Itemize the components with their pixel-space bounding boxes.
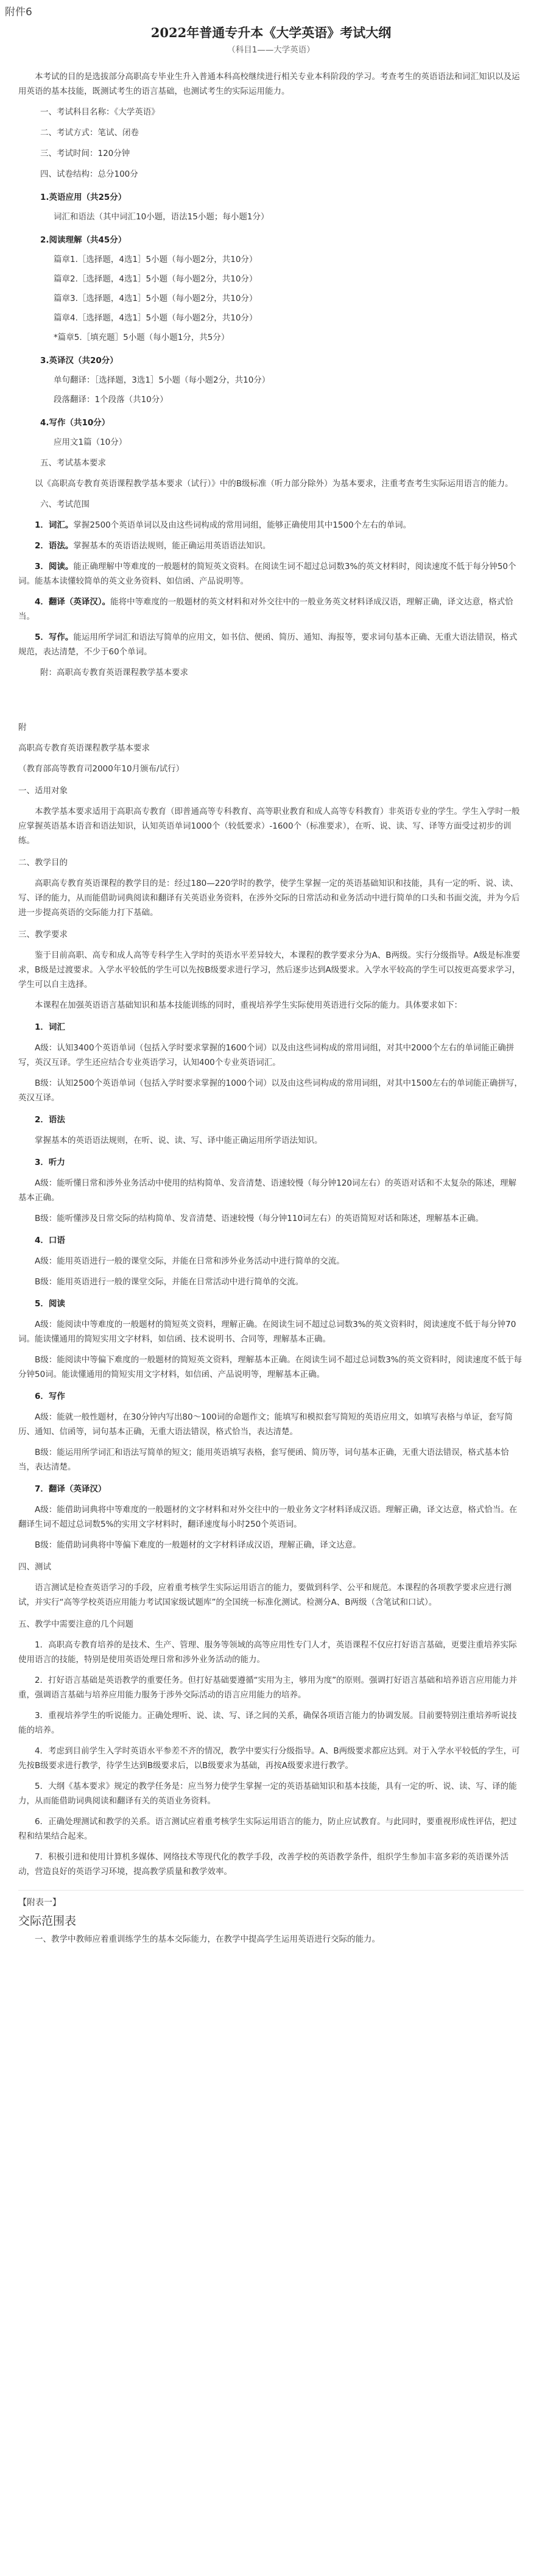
section-head-translation: 3.英译汉（共20分） [40, 356, 118, 366]
req-paragraph: A级：能借助词典将中等难度的一般题材的文字材料和对外交往中的一般业务文字材料译成汉语。理解正确，译文达意，格式恰当。在翻译生词不超过总词数5%的实用文字材料时，翻译速度每小时250个英语词。 [18, 1505, 518, 1529]
req-head-listening: 3．听力 [35, 1158, 65, 1167]
section-line: 应用文1篇（10分） [54, 437, 127, 447]
req-paragraph: B级：认知2500个英语单词（包括入学时要求掌握的1000个词）以及由这些词构成的常用词组，对其中1500左右的单词能正确拼写，英汉互译。 [18, 1078, 523, 1103]
doc2-subtitle: （教育部高等教育司2000年10月颁布/试行） [18, 764, 185, 774]
note-item: 5．大纲《基本要求》规定的教学任务是：应当努力使学生掌握一定的英语基础知识和基本技能，具有一定的听、说、读、写、译的能力，从而能借助词典阅读和翻译有关的英语业务资料。 [18, 1782, 517, 1806]
req-paragraph: A级：能用英语进行一般的课堂交际，并能在日常和涉外业务活动中进行简单的交流。 [35, 1256, 345, 1266]
basic-item-method: 二、考试方式：笔试、闭卷 [40, 128, 139, 138]
note-item: 7．积极引进和使用计算机多媒体、网络技术等现代化的教学手段，改善学校的英语教学条件，组织学生参加丰富多彩的英语课外活动，营造良好的英语学习环境，提高教学质量和教学效率。 [18, 1852, 509, 1877]
scope-item-translation: 4．翻译（英译汉）。能将中等难度的一般题材的英文材料和对外交往中的一般业务英文材料译成汉语，理解正确，译文达意，格式恰当。 [18, 597, 513, 621]
basic-req-text: 以《高职高专教育英语课程教学基本要求（试行）》中的B级标准（听力部分除外）为基本要求，注重考查考生实际运用语言的能力。 [35, 479, 513, 489]
section-line: 篇章3.［选择题，4选1］5小题（每小题2分，共10分） [54, 294, 258, 303]
basic-item-time: 三、考试时间：120分钟 [40, 149, 130, 158]
doc2-heading-requirements: 三、教学要求 [18, 930, 68, 939]
note-item: 1．高职高专教育培养的是技术、生产、管理、服务等领域的高等应用性专门人才，英语课程不仅应打好语言基础，更要注重培养实际使用语言的技能，特别是使用英语处理日常和涉外业务活动的能力。 [18, 1640, 517, 1665]
intro-paragraph: 本考试的目的是选拔部分高职高专毕业生升入普通本科高校继续进行相关专业本科阶段的学习。考查考生的英语语法和词汇知识以及运用英语的基本技能，既测试考生的语言基础，也测试考生的实际运用能力。 [18, 72, 520, 96]
section-line: 篇章4.［选择题，4选1］5小题（每小题2分，共10分） [54, 313, 258, 323]
exam-title: 2022年普通专升本《大学英语》考试大纲 [150, 25, 392, 40]
req-head-reading: 5．阅读 [35, 1299, 65, 1309]
section-line: 段落翻译：1个段落（共10分） [54, 395, 168, 405]
section-head-writing: 4.写作（共10分） [40, 418, 110, 428]
req-paragraph: B级：能用英语进行一般的课堂交际，并能在日常活动中进行简单的交流。 [35, 1277, 304, 1287]
section-line: 篇章2.［选择题，4选1］5小题（每小题2分，共10分） [54, 274, 258, 284]
req-paragraph: A级：能阅读中等难度的一般题材的简短英文资料，理解正确。在阅读生词不超过总词数3%的英文资料时，阅读速度不低于每分钟70词。能读懂通用的简短实用文字材料，如信函、技术说明书、合同等，理解基本正确。 [18, 1320, 516, 1344]
basic-req-head: 五、考试基本要求 [40, 458, 106, 468]
section-head-usage: 1.英语应用（共25分） [40, 193, 127, 202]
scope-head: 六、考试范围 [40, 500, 90, 509]
doc2-heading-purpose: 二、教学目的 [18, 858, 68, 868]
appendix-tag: 【附表一】 [18, 1898, 61, 1908]
annex-label: 附件6 [5, 6, 32, 18]
appendix-text: 一、教学中教师应着重训练学生的基本交际能力，在教学中提高学生运用英语进行交际的能力。 [35, 1934, 380, 1944]
attach-line: 附：高职高专教育英语课程教学基本要求 [40, 668, 188, 678]
section-line: *篇章5.［填充题］5小题（每小题1分，共5分） [54, 333, 230, 342]
req-paragraph: A级：能就一般性题材，在30分钟内写出80～100词的命题作文；能填写和模拟套写简短的英语应用文，如填写表格与单证，套写简历、通知、信函等，词句基本正确，无重大语法错误，格式恰当，表达清楚。 [18, 1412, 513, 1437]
note-item: 4．考虑到目前学生入学时英语水平参差不齐的情况，教学中要实行分级指导。A、B两级要求都应达到。对于入学水平较低的学生，可先按B级要求进行教学，待学生达到B级要求后，以B级要求为基础，再按A级要求进行教学。 [18, 1746, 520, 1771]
req-head-writing: 6．写作 [35, 1392, 65, 1401]
doc2-heading-notes: 五、教学中需要注意的几个问题 [18, 1619, 133, 1629]
note-item: 2．打好语言基础是英语教学的重要任务。但打好基础要遵循“实用为主，够用为度”的原则。强调打好语言基础和培养语言应用能力并重，强调语言基础与培养应用能力服务于涉外交际活动的语言应用能力的培养。 [18, 1675, 518, 1700]
doc2-paragraph: 鉴于目前高职、高专和成人高等专科学生入学时的英语水平差异较大，本课程的教学要求分为A、B两级。实行分级指导。A级是标准要求，B级是过渡要求。入学水平较低的学生可以先按B级要求进行学习，然后逐步达到A级要求。入学水平较高的学生可以按更高要求学习，学生可以自主选择。 [18, 950, 521, 989]
section-head-reading: 2.阅读理解（共45分） [40, 235, 127, 245]
req-paragraph: B级：能运用所学词汇和语法写简单的短文；能用英语填写表格，套写便函、简历等，词句基本正确，无重大语法错误，格式基本恰当，表达清楚。 [18, 1448, 509, 1472]
doc2-paragraph: 高职高专教育英语课程的教学目的是：经过180—220学时的教学，使学生掌握一定的英语基础知识和技能，具有一定的听、说、读、写、译的能力，从而能借助词典阅读和翻译有关英语业务资料，在涉外交际的日常活动和业务活动中进行简单的口头和书面交流，并为今后进一步提高英语的交际能力打下基础。 [18, 879, 520, 918]
section-line: 词汇和语法（其中词汇10小题，语法15小题；每小题1分） [54, 212, 269, 222]
req-paragraph: B级：能阅读中等偏下难度的一般题材的简短英文资料，理解基本正确。在阅读生词不超过总词数3%的英文资料时，阅读速度不低于每分钟50词。能读懂通用的简短实用文字材料，如信函、产品说明等，理解基本正确。 [18, 1355, 523, 1379]
basic-item-subject: 一、考试科目名称：《大学英语》 [40, 107, 160, 117]
doc2-paragraph: 本教学基本要求适用于高职高专教育（即普通高等专科教育、高等职业教育和成人高等专科教育）非英语专业的学生。学生入学时一般应掌握英语基本语音和语法知识，认知英语单词1000个（较低要求）-1600个（标准要求），在听、说、读、写、译等方面受过初步的训练。 [18, 807, 520, 846]
req-head-grammar: 2．语法 [35, 1115, 65, 1125]
scope-item-vocabulary: 1．词汇。掌握2500个英语单词以及由这些词构成的常用词组，能够正确使用其中1500个左右的单词。 [35, 520, 412, 530]
doc2-title: 高职高专教育英语课程教学基本要求 [18, 743, 150, 753]
req-paragraph: A级：能听懂日常和涉外业务活动中使用的结构简单、发音清楚、语速较慢（每分钟120词左右）的英语对话和不太复杂的陈述，理解基本正确。 [18, 1178, 517, 1203]
section-line: 单句翻译：［选择题，3选1］5小题（每小题2分，共10分） [54, 375, 270, 385]
basic-item-structure: 四、试卷结构：总分100分 [40, 169, 138, 179]
section-line: 篇章1.［选择题，4选1］5小题（每小题2分，共10分） [54, 255, 258, 264]
req-head-vocabulary: 1．词汇 [35, 1022, 65, 1032]
req-paragraph: B级：能借助词典将中等偏下难度的一般题材的文字材料译成汉语，理解正确，译文达意。 [35, 1540, 361, 1550]
doc2-paragraph: 语言测试是检查英语学习的手段，应着重考核学生实际运用语言的能力，要做到科学、公平和规范。本课程的各项教学要求应进行测试，并实行“高等学校英语应用能力考试国家级试题库”的全国统一标准化测试。检测分A、B两级（含笔试和口试）。 [18, 1583, 512, 1607]
exam-subtitle: （科目1——大学英语） [227, 45, 315, 55]
doc2-paragraph: 本课程在加强英语语言基础知识和基本技能训练的同时，重视培养学生实际使用英语进行交际的能力。具体要求如下： [35, 1000, 462, 1010]
req-head-translation: 7．翻译（英译汉） [35, 1484, 107, 1494]
doc2-heading-testing: 四、测试 [18, 1562, 51, 1572]
doc2-heading-target: 一、适用对象 [18, 786, 68, 796]
scope-item-reading: 3．阅读。能正确理解中等难度的一般题材的简短英文资料。在阅读生词不超过总词数3%的英文材料时，阅读速度不低于每分钟50个词。能基本读懂较简单的英文业务资料、如信函、产品说明等。 [18, 562, 516, 586]
req-head-speaking: 4．口语 [35, 1236, 65, 1245]
req-paragraph: B级：能听懂涉及日常交际的结构简单、发音清楚、语速较慢（每分钟110词左右）的英语简短对话和陈述，理解基本正确。 [35, 1214, 484, 1223]
attach-label: 附 [18, 723, 27, 732]
req-paragraph: 掌握基本的英语语法规则，在听、说、读、写、译中能正确运用所学语法知识。 [35, 1136, 323, 1145]
divider [18, 1890, 524, 1891]
scope-item-writing: 5．写作。能运用所学词汇和语法写简单的应用文，如书信、便函、简历、通知、海报等，要求词句基本正确、无重大语法错误，格式规范，表达清楚，不少于60个单词。 [18, 632, 518, 657]
scope-item-grammar: 2．语法。掌握基本的英语语法规则，能正确运用英语语法知识。 [35, 541, 271, 551]
req-paragraph: A级：认知3400个英语单词（包括入学时要求掌握的1600个词）以及由这些词构成的常用词组，对其中2000个左右的单词能正确拼写，英汉互译。学生还应结合专业英语学习，认知400个专业英语词汇。 [18, 1043, 515, 1067]
note-item: 6．正确处理测试和教学的关系。语言测试应着重考核学生实际运用语言的能力，防止应试教育。与此同时，要重视形成性评估，把过程和结果结合起来。 [18, 1817, 517, 1841]
appendix-title: 交际范围表 [18, 1914, 77, 1928]
note-item: 3．重视培养学生的听说能力。正确处理听、说、读、写、译之间的关系，确保各项语言能力的协调发展。目前要特别注重培养听说技能的培养。 [18, 1711, 517, 1735]
